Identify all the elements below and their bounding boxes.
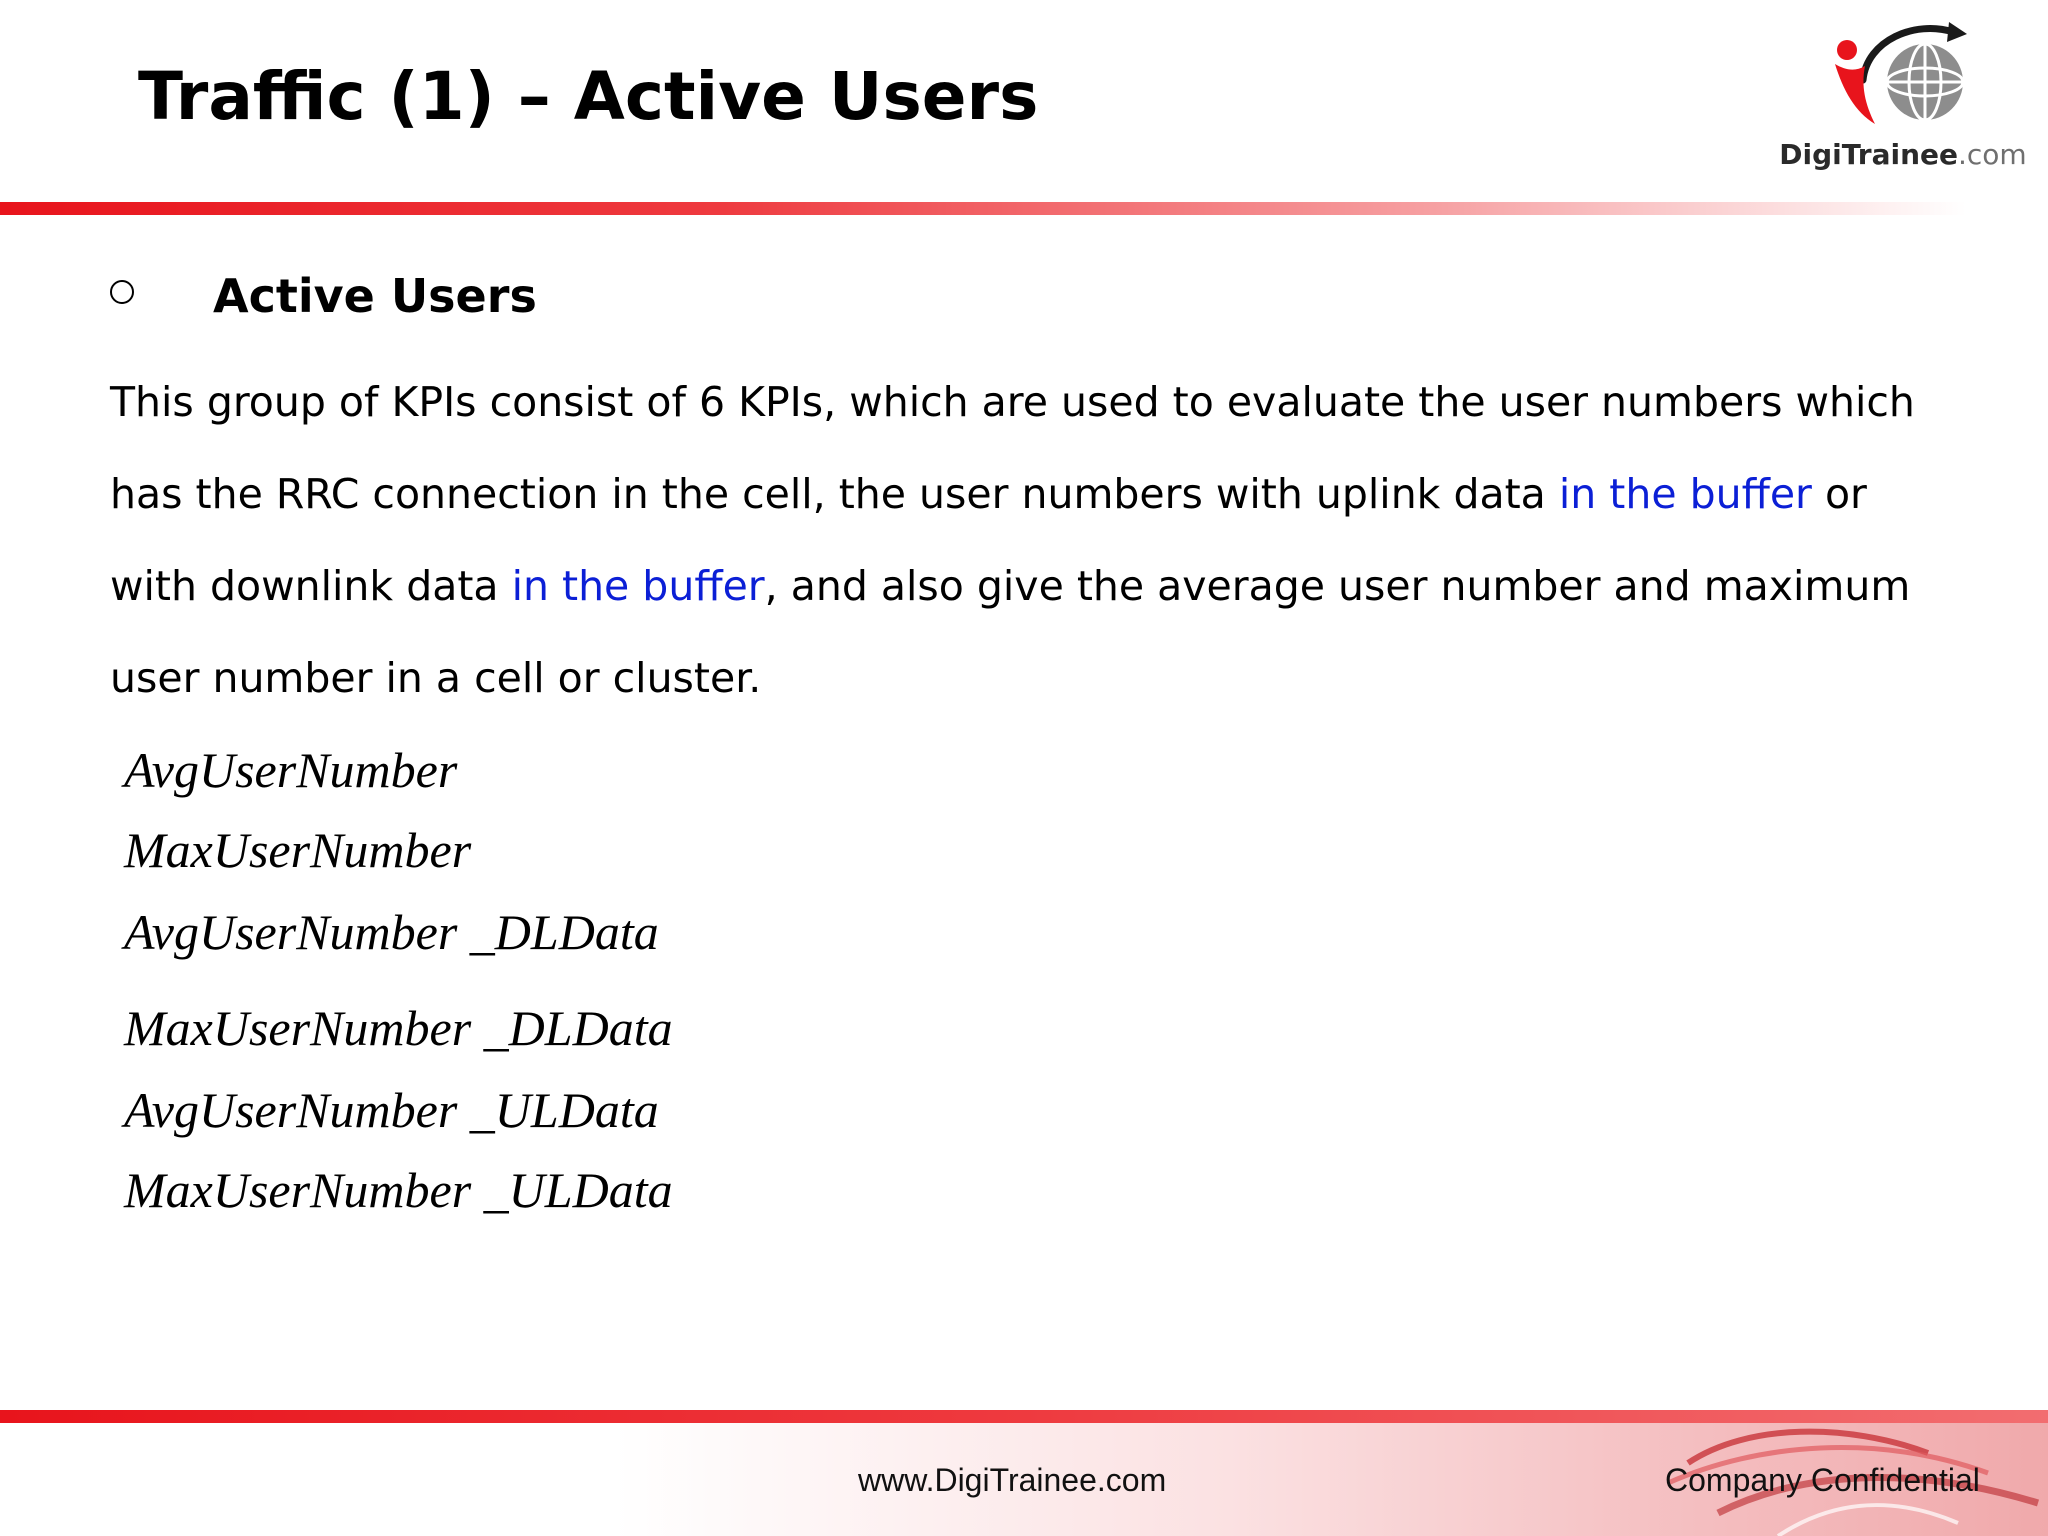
body-paragraph [110, 356, 1990, 724]
kpi-formula: AvgUserNumber _DLData [124, 904, 659, 960]
brand-name [1770, 138, 2036, 171]
brand-name-main: DigiTrainee [1779, 138, 1958, 171]
body-line-4: user number in a cell or cluster. [110, 654, 762, 702]
circle-bullet-icon [110, 280, 134, 304]
kpi-formula: MaxUserNumber [124, 822, 472, 878]
body-line-3-end: , and also give the average user number and maximum [764, 562, 1911, 610]
footer-website: www.DigiTrainee.com [858, 1462, 1167, 1498]
body-line-2-end: or [1811, 470, 1867, 518]
brand-logo [1770, 20, 2036, 180]
body-line-1: This group of KPIs consist of 6 KPIs, which are used to evaluate the user numbers which [110, 378, 1915, 426]
footer-confidential: Company Confidential [1665, 1462, 1980, 1498]
kpi-formula: MaxUserNumber _ULData [124, 1162, 673, 1218]
kpi-formula: AvgUserNumber _ULData [124, 1082, 659, 1138]
body-line-2 [110, 448, 1990, 540]
brand-name-suffix: .com [1958, 138, 2027, 171]
header-divider [0, 202, 2048, 215]
footer-divider [0, 1410, 2048, 1423]
body-line-3-start: with downlink data [110, 562, 512, 610]
bullet-heading: Active Users [213, 269, 537, 323]
globe-person-logo-icon [1825, 20, 1975, 132]
body-line-2-start: has the RRC connection in the cell, the user numbers with uplink data [110, 470, 1559, 518]
body-highlight-buffer-2: in the buffer [511, 562, 765, 610]
slide-title: Traffic (1) – Active Users [138, 58, 1039, 135]
body-highlight-buffer-1: in the buffer [1558, 470, 1812, 518]
kpi-formula: AvgUserNumber [124, 742, 458, 798]
kpi-formula: MaxUserNumber _DLData [124, 1000, 673, 1056]
body-line-3 [110, 540, 1990, 632]
